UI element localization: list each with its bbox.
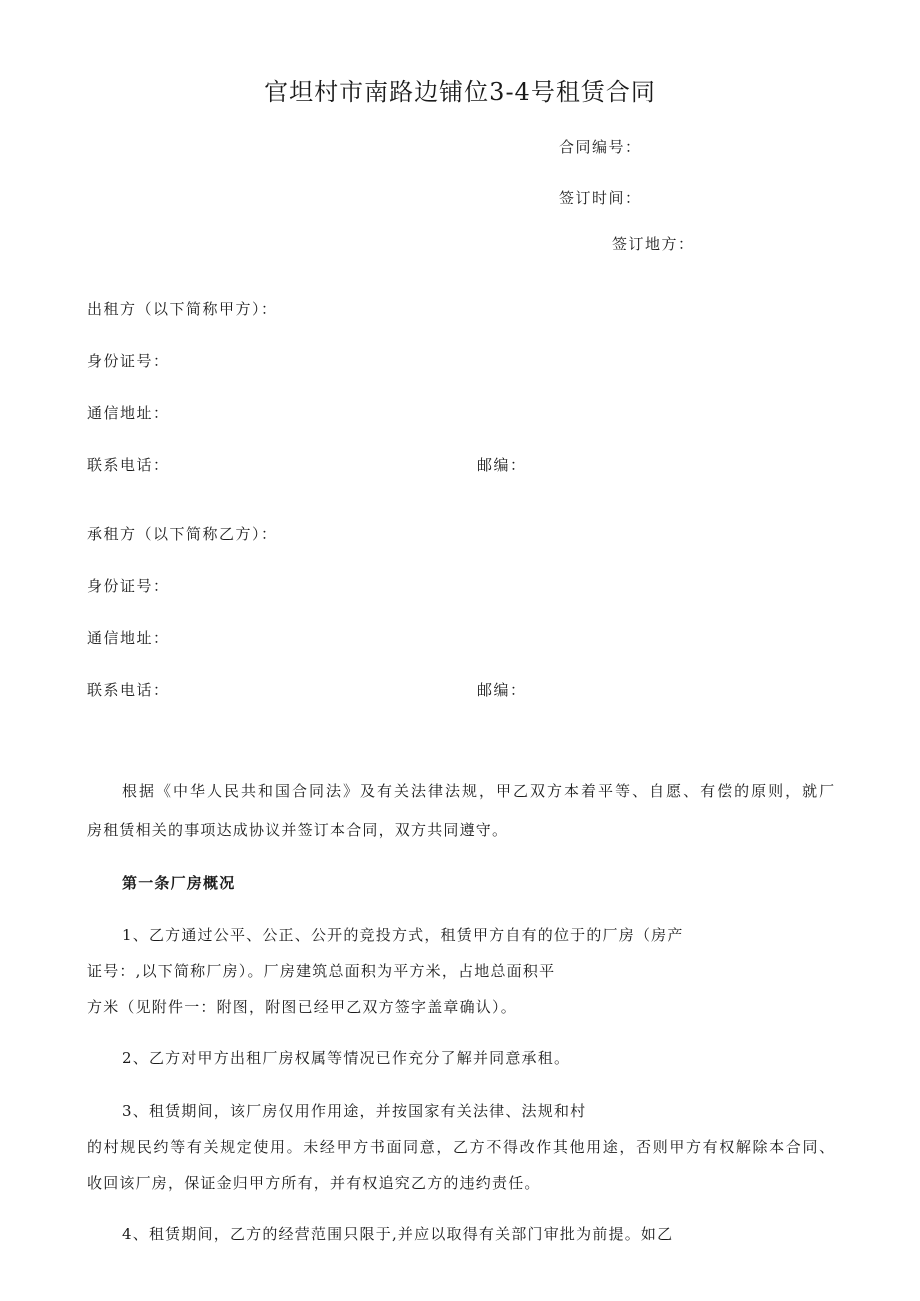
lessee-id-label: 身份证号： [87, 577, 170, 595]
document-title: 官坦村市南路边铺位3-4号租赁合同 [264, 78, 656, 106]
lessor-name-label: 出租方（以下简称甲方）： [87, 300, 278, 318]
lessee-postcode-label: 邮编： [477, 681, 527, 699]
article-1-item-1-line-1: 1、乙方通过公平、公正、公开的竞投方式，租赁甲方自有的位于的厂房（房产 [122, 926, 684, 944]
lessee-phone-label: 联系电话： [87, 681, 170, 699]
article-1-item-2: 2、乙方对甲方出租厂房权属等情况已作充分了解并同意承租。 [122, 1049, 571, 1067]
lessor-phone-label: 联系电话： [87, 456, 170, 474]
article-1-item-3-line-1: 3、租赁期间，该厂房仅用作用途，并按国家有关法律、法规和村 [122, 1102, 587, 1120]
signing-time-label: 签订时间： [559, 189, 642, 207]
lessor-address-label: 通信地址： [87, 404, 170, 422]
lessee-name-label: 承租方（以下简称乙方）： [87, 525, 278, 543]
article-1-item-3-line-3: 收回该厂房，保证金归甲方所有，并有权追究乙方的违约责任。 [87, 1174, 541, 1192]
preamble-line-1: 根据《中华人民共和国合同法》及有关法律法规，甲乙双方本着平等、自愿、有偿的原则，就厂 [122, 782, 835, 800]
signing-place-label: 签订地方： [612, 235, 695, 253]
article-1-item-1-line-2: 证号：,以下简称厂房）。厂房建筑总面积为平方米，占地总面积平 [87, 962, 556, 980]
lessor-id-label: 身份证号： [87, 352, 170, 370]
contract-number-label: 合同编号： [559, 138, 642, 156]
lessee-address-label: 通信地址： [87, 629, 170, 647]
article-1-item-1-line-3: 方米（见附件一：附图，附图已经甲乙双方签字盖章确认）。 [87, 998, 517, 1016]
article-1-item-4-line-1: 4、租赁期间，乙方的经营范围只限于,并应以取得有关部门审批为前提。如乙 [122, 1225, 674, 1243]
preamble-line-2: 房租赁相关的事项达成协议并签订本合同，双方共同遵守。 [87, 821, 509, 839]
article-1-item-3-line-2: 的村规民约等有关规定使用。未经甲方书面同意，乙方不得改作其他用途，否则甲方有权解除本合同、 [87, 1138, 835, 1156]
lessor-postcode-label: 邮编： [477, 456, 527, 474]
article-1-heading: 第一条厂房概况 [122, 874, 236, 892]
